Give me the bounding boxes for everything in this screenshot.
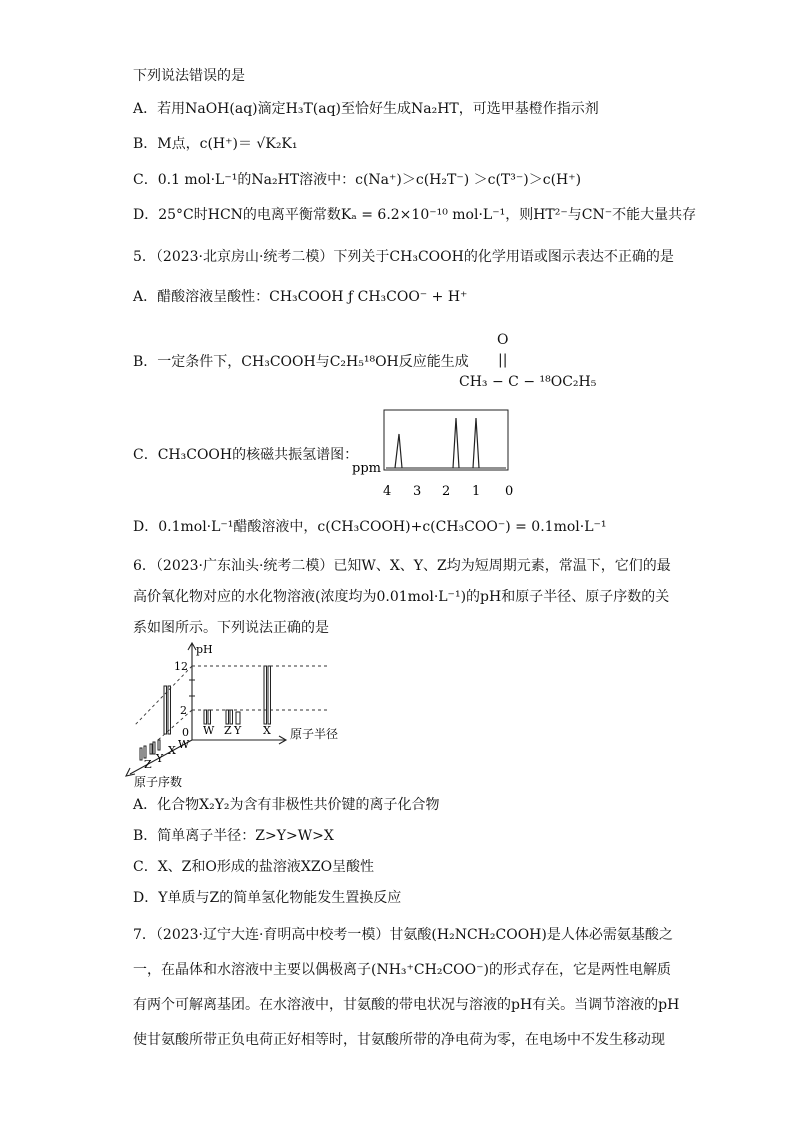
bar-y-number-2 [153,742,155,754]
radius-axis-label: 原子半径 [290,727,339,741]
radius-label-y: Y [234,724,242,737]
ph-radius-figure [120,640,360,790]
bar-w-number [158,740,160,750]
ph-tick-12: 12 [174,660,188,673]
bar-y-number [150,744,152,754]
q6-stem-line3: 系如图所示。下列说法正确的是 [133,620,329,636]
q7-line4: 使甘氨酸所带正负电荷正好相等时，甘氨酸所带的净电荷为零，在电场中不发生移动现 [133,1032,665,1048]
radius-label-w: W [203,724,215,737]
q6-option-d: D．Y单质与Z的简单氢化物能发生置换反应 [133,890,402,906]
nmr-spectrum-figure [352,406,522,502]
q5-option-c: C．CH₃COOH的核磁共振氢谱图： [133,447,359,463]
q5-option-a: A．醋酸溶液呈酸性：CH₃COOH ƒ CH₃COO⁻ + H⁺ [133,289,468,305]
nmr-tick-3: 3 [413,484,422,499]
q4-option-d: D．25°C时HCN的电离平衡常数Kₐ = 6.2×10⁻¹⁰ mol·L⁻¹，则HT²⁻与CN⁻不能大量共存 [133,207,697,223]
q4-option-c: C．0.1 mol·L⁻¹的Na₂HT溶液中：c(Na⁺)＞c(H₂T⁻) ＞c(T³⁻)＞c(H⁺) [133,172,582,188]
radius-label-z: Z [224,724,232,737]
bar-w-radius-2 [208,710,211,724]
q4-option-a: A．若用NaOH(aq)滴定H₃T(aq)至恰好生成Na₂HT，可选甲基橙作指示剂 [133,101,599,117]
q5-structure-o: O [497,332,509,348]
nmr-tick-4: 4 [383,484,392,499]
nmr-peak-large-2 [473,418,479,468]
number-label-z: Z [144,758,152,771]
bar-x-radius-2 [268,666,271,724]
ph-axis-label: pH [196,643,213,656]
radius-label-x: X [263,724,271,737]
bar-z-number-2 [140,748,142,760]
bar-y-radius [236,712,240,724]
q7-line3: 有两个可解离基团。在水溶液中，甘氨酸的带电状况与溶液的pH有关。当调节溶液的pH [133,997,680,1013]
ph-tick-2: 2 [180,704,187,717]
q4-stem: 下列说法错误的是 [133,68,245,84]
q6-option-b: B．简单离子半径：Z>Y>W>X [133,828,334,844]
number-label-w: W [178,738,190,751]
nmr-peak-large-1 [453,418,459,468]
q5-structure-double-bond: || [498,352,508,368]
number-axis-label: 原子序数 [134,775,183,789]
nmr-peak-small [395,434,402,468]
bar-w-radius [204,710,207,724]
bar-z-radius-2 [230,710,233,724]
q6-stem-line2: 高价氧化物对应的水化物溶液(浓度均为0.01mol·L⁻¹)的pH和原子半径、原子序数的关 [133,589,670,605]
nmr-tick-2: 2 [442,484,451,499]
ph-tick-0: 0 [182,726,189,739]
number-label-x: X [168,744,176,757]
q7-line1: 7．（2023·辽宁大连·育明高中校考一模）甘氨酸(H₂NCH₂COOH)是人体必需氨基酸之 [133,927,673,943]
nmr-tick-0: 0 [505,484,514,499]
q6-option-a: A．化合物X₂Y₂为含有非极性共价键的离子化合物 [133,797,440,813]
nmr-tick-1: 1 [472,484,481,499]
bar-z-radius [226,710,229,724]
q5-structure-formula: CH₃ − C − ¹⁸OC₂H₅ [459,374,597,390]
ph12-depth-guide [134,666,192,726]
q6-stem-line1: 6．（2023·广东汕头·统考二模）已知W、X、Y、Z均为短周期元素，常温下，它们的最 [133,558,671,574]
number-label-y: Y [156,752,164,765]
nmr-frame [384,410,508,470]
nmr-ylabel: ppm [352,461,381,476]
q7-line2: 一，在晶体和水溶液中主要以偶极离子(NH₃⁺CH₂COO⁻)的形式存在，它是两性电解质 [133,962,671,978]
q5-stem: 5．（2023·北京房山·统考二模）下列关于CH₃COOH的化学用语或图示表达不正确的是 [133,249,674,265]
q6-option-c: C．X、Z和O形成的盐溶液XZO呈酸性 [133,859,375,875]
q5-option-d: D．0.1mol·L⁻¹醋酸溶液中，c(CH₃COOH)+c(CH₃COO⁻) = 0.1mol·L⁻¹ [133,519,607,535]
bar-x-number-2 [168,686,171,734]
q4-option-b: B．M点，c(H⁺)＝ √K₂K₁ [133,136,298,152]
bar-z-number [144,746,146,758]
bar-x-radius [264,666,267,724]
q5-option-b: B．一定条件下，CH₃COOH与C₂H₅¹⁸OH反应能生成 [133,354,469,370]
